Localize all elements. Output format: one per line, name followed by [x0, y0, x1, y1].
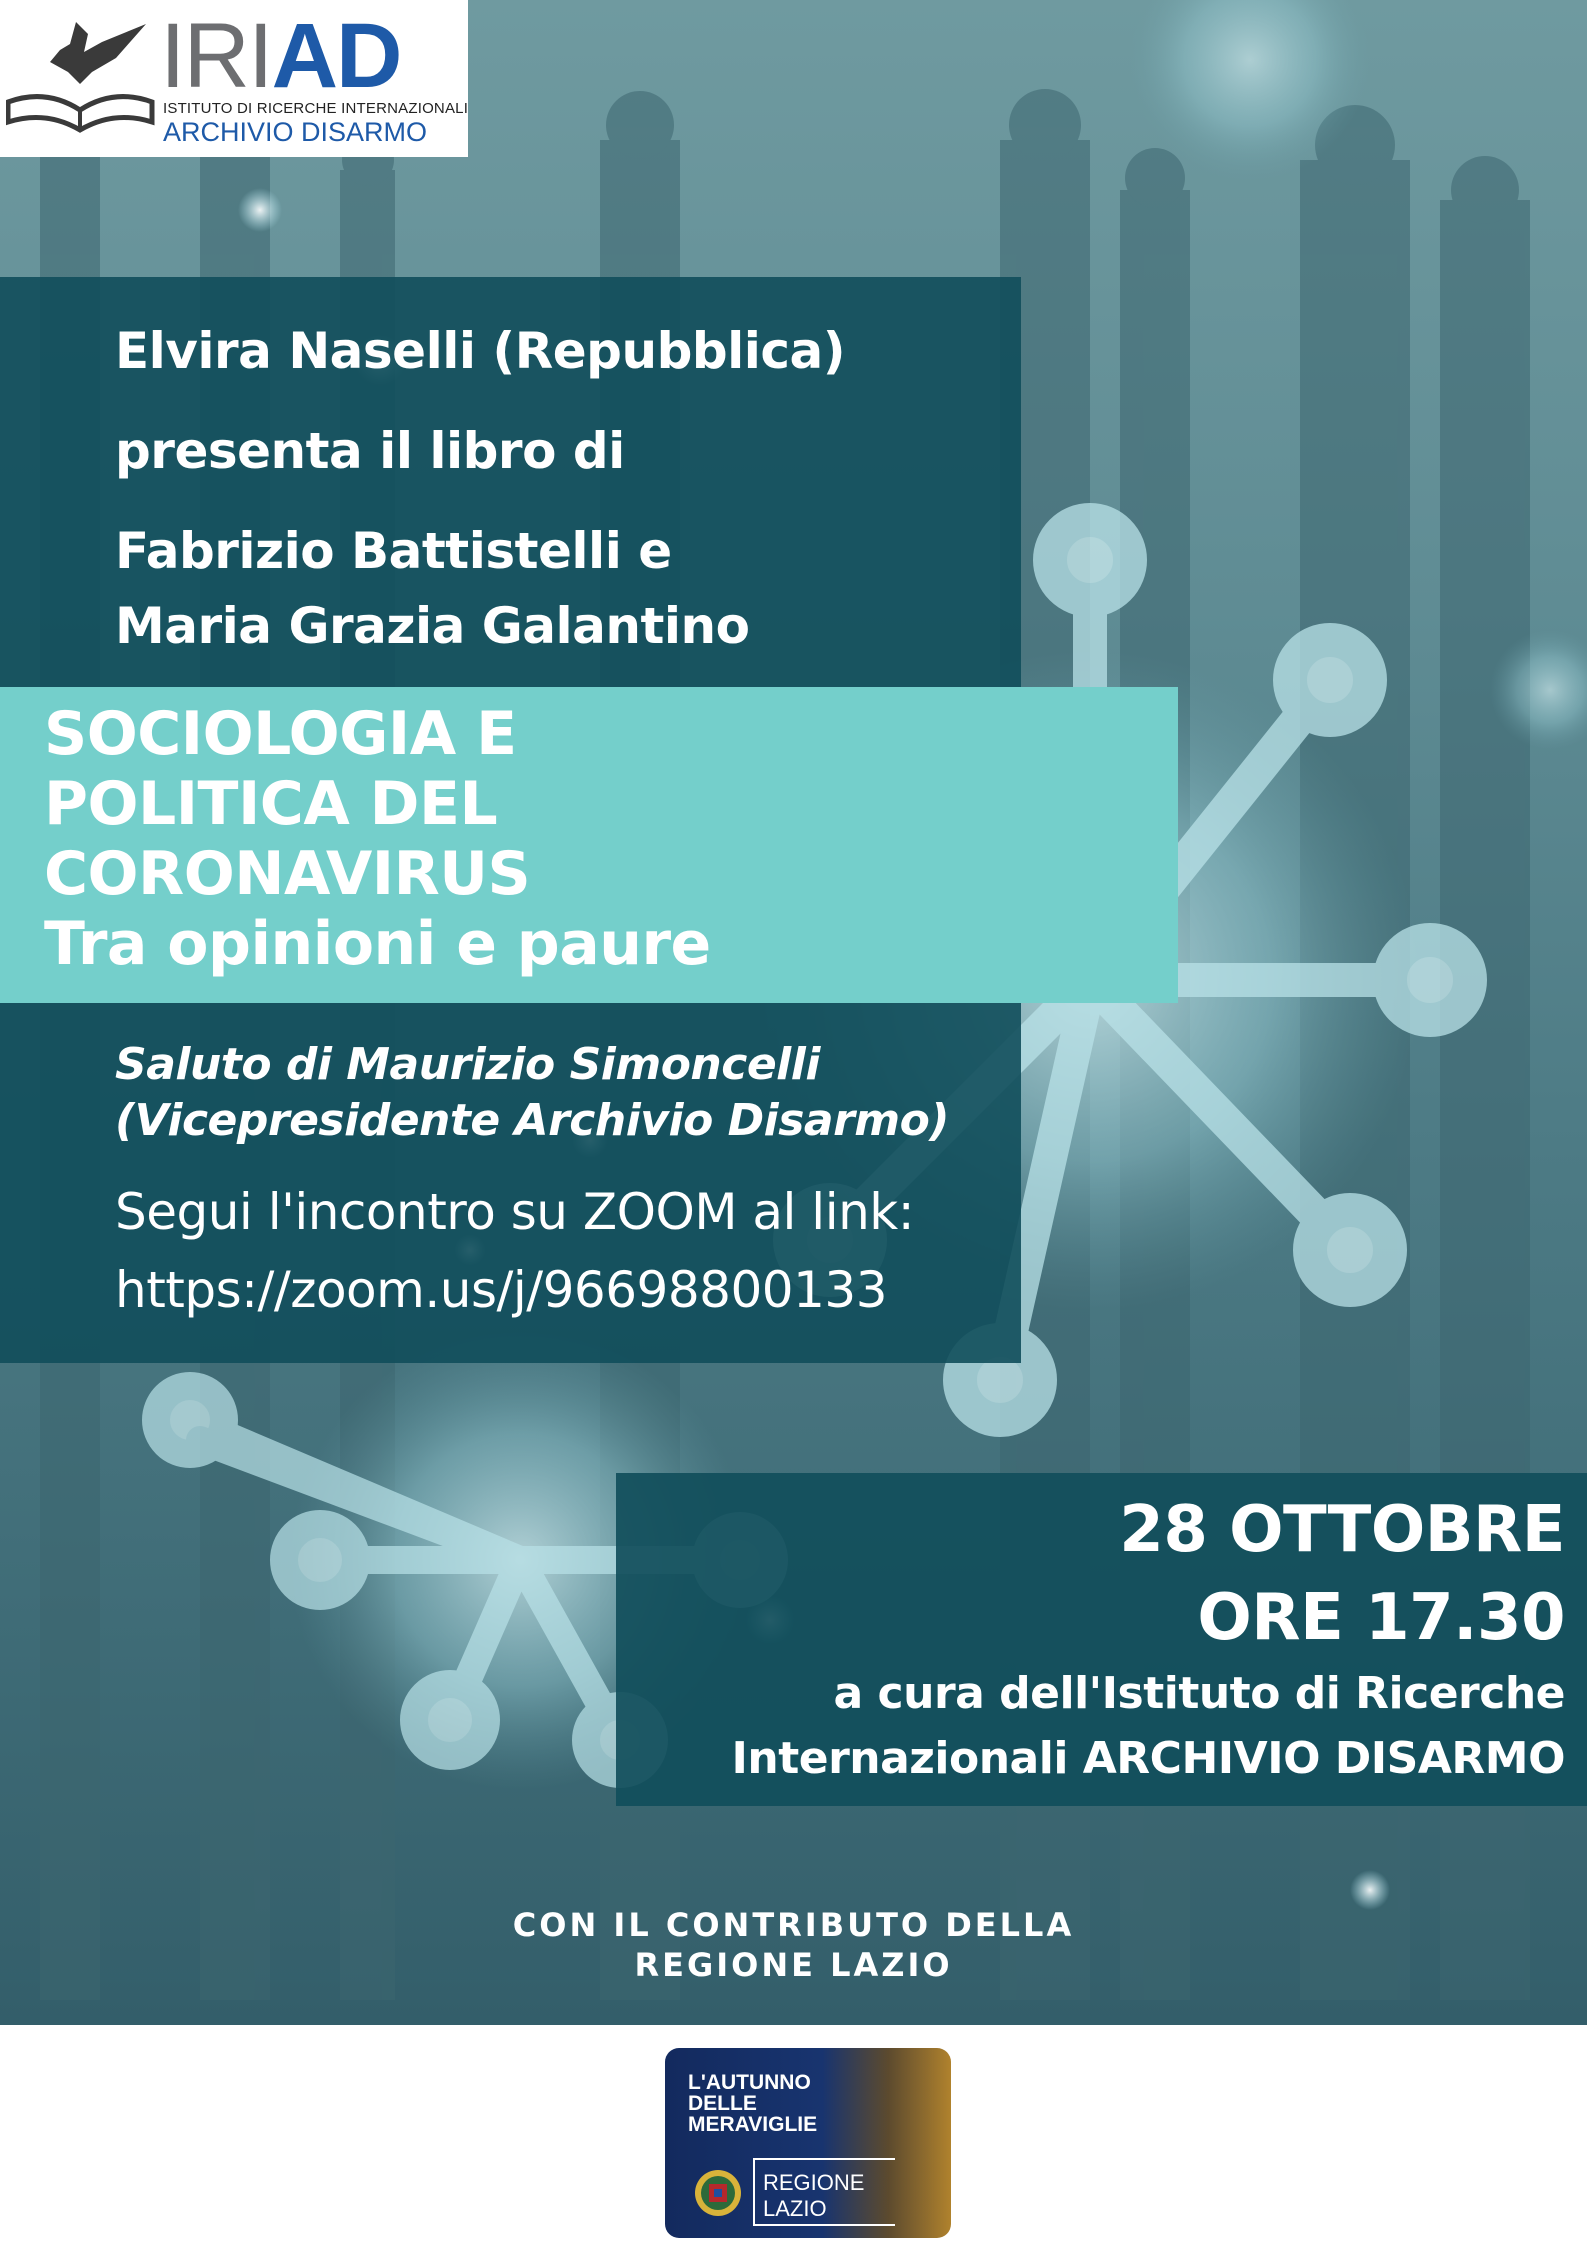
author-line-2: Maria Grazia Galantino [115, 597, 750, 655]
greeting-line-2: (Vicepresidente Archivio Disarmo) [115, 1095, 949, 1146]
contribution-line-2: REGIONE LAZIO [634, 1946, 953, 1984]
presents-line: presenta il libro di [115, 422, 625, 480]
zoom-link[interactable]: https://zoom.us/j/96698800133 [115, 1261, 887, 1319]
event-date: 28 OTTOBRE [1119, 1493, 1565, 1567]
book-title-line-2: POLITICA DEL [44, 769, 498, 839]
badge-line-1: L'AUTUNNO [688, 2071, 811, 2094]
organizer-line-2: Internazionali ARCHIVIO DISARMO [731, 1733, 1565, 1784]
logo-institute: ISTITUTO DI RICERCHE INTERNAZIONALI [163, 100, 469, 117]
regione-lazio-crest-icon [693, 2168, 743, 2218]
author-line-1: Fabrizio Battistelli e [115, 522, 672, 580]
dove-book-icon [6, 14, 156, 139]
iriad-logo [0, 0, 468, 157]
badge-region-2: LAZIO [763, 2196, 827, 2221]
book-title-panel [0, 687, 1178, 1003]
book-title-line-1: SOCIOLOGIA E [44, 699, 517, 769]
logo-archive: ARCHIVIO DISARMO [163, 117, 428, 147]
logo-iri: IRI [160, 5, 272, 107]
book-subtitle: Tra opinioni e paure [44, 909, 711, 979]
badge-region-1: REGIONE [763, 2170, 865, 2195]
logo-wordmark [160, 5, 401, 107]
contribution-line-1: CON IL CONTRIBUTO DELLA [512, 1906, 1075, 1944]
presenter-line: Elvira Naselli (Repubblica) [115, 322, 846, 380]
logo-ad: AD [271, 5, 401, 107]
badge-line-2: DELLE [688, 2092, 757, 2115]
intro-panel [0, 277, 1021, 687]
book-title-line-3: CORONAVIRUS [44, 839, 531, 909]
autunno-meraviglie-badge [665, 2048, 951, 2238]
greeting-line-1: Saluto di Maurizio Simoncelli [115, 1039, 820, 1090]
greeting-panel [0, 1003, 1021, 1363]
event-time: ORE 17.30 [1197, 1581, 1565, 1655]
badge-line-3: MERAVIGLIE [688, 2113, 818, 2136]
organizer-line-1: a cura dell'Istituto di Ricerche [833, 1668, 1565, 1719]
zoom-instructions: Segui l'incontro su ZOOM al link: [115, 1183, 915, 1241]
event-info-panel [616, 1473, 1587, 1806]
